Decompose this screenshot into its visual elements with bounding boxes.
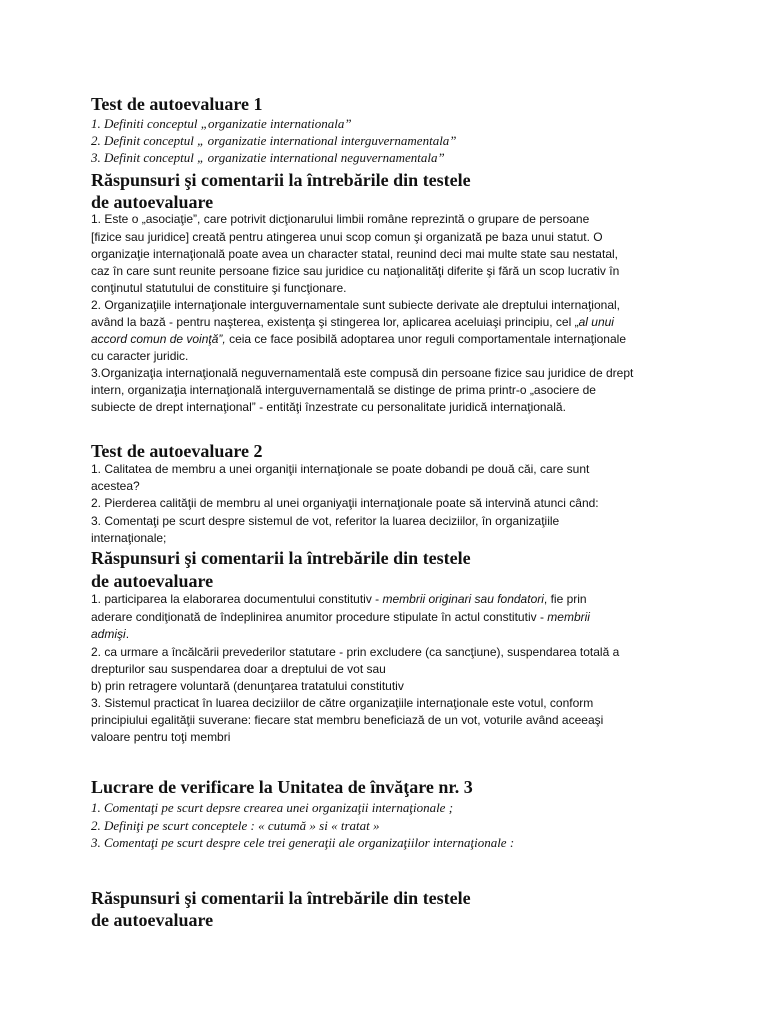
unit3-question-3: 3. Comentaţi pe scurt despre cele trei generaţii ale organizaţiilor internaţionale : (91, 835, 515, 850)
answers1-a2-line2-text: având la bază - pentru naşterea, existenţa şi stingerea lor, aplicarea aceluiaşi principiu, cel „ (91, 315, 579, 329)
answers2-title-line1: Răspunsuri şi comentarii la întrebările din testele (91, 548, 471, 568)
answers1-title-line1: Răspunsuri şi comentarii la întrebările din testele (91, 170, 471, 190)
answers1-a2-line3 (91, 331, 691, 348)
answers2-a1-line3-italic: admişi (91, 627, 126, 641)
answers1-a1-line3: organizaţie internaţională poate avea un character statal, reunind deci mai multe state sau nestatal, (91, 247, 618, 261)
answers1-a2-line4: cu caracter juridic. (91, 349, 189, 363)
answers2-a3-line2: principiului egalităţii suverane: fiecare stat membru beneficiază de un vot, voturile având aceeaşi (91, 713, 604, 727)
answers1-a2-line1: 2. Organizaţiile internaţionale interguvernamentale sunt subiecte derivate ale dreptului internaţional, (91, 298, 620, 312)
answers1-a3-line1: 3.Organizaţia internaţională neguvernamentală este compusă din persoane fizice sau juridice de drept (91, 366, 634, 380)
answers2-a1-line3-tail: . (125, 627, 130, 641)
test2-question-1: 1. Calitatea de membru a unei organiţii internaţionale se poate dobandi pe două căi, care sunt (91, 462, 590, 476)
test2-title: Test de autoevaluare 2 (91, 441, 263, 461)
test2-question-3-cont: internaţionale; (91, 531, 167, 545)
test1-title: Test de autoevaluare 1 (91, 94, 263, 114)
answers2-a2-line1: 2. ca urmare a încălcării prevederilor statutare - prin excludere (ca sancţiune), suspendarea totală a (91, 645, 620, 659)
answers1-a1-line4: caz în care sunt reunite persoane fizice sau juridice cu naţionalităţi diferite şi fără un scop lucrativ în (91, 264, 620, 278)
answers2-a1-line1 (91, 591, 691, 608)
unit3-question-1: 1. Comentaţi pe scurt depsre crearea unei organizaţii internaţionale ; (91, 800, 454, 815)
answers1-a1-line1: 1. Este o „asociaţie”, care potrivit dicţionarului limbii române reprezintă o grupare de persoane (91, 212, 590, 226)
answers2-a1-line2 (91, 609, 691, 626)
answers1-a2-line2-italic: al unui (578, 315, 614, 329)
answers2-a1-line2-italic: membrii (547, 610, 590, 624)
unit3-title: Lucrare de verificare la Unitatea de învăţare nr. 3 (91, 777, 473, 797)
answers2-a3-line3: valoare pentru toţi membri (91, 730, 231, 744)
answers1-a2-line3-italic: accord comun de voinţă”, (91, 332, 226, 346)
answers2-a1-line1-italic: membrii originari sau fondatori (382, 592, 544, 606)
answers2-a1-line2-text: aderare condiţionată de îndeplinirea anumitor procedure stipulate în actul constitutiv - (91, 610, 548, 624)
answers2-a2-line2: drepturilor sau suspendarea doar a dreptului de vot sau (91, 662, 386, 676)
answers2-a2-line3: b) prin retragere voluntară (denunţarea tratatului constitutiv (91, 679, 404, 693)
answers2-title-line2: de autoevaluare (91, 571, 214, 591)
answers1-a2-line2 (91, 314, 691, 331)
answers1-a2-line3-text: ceia ce face posibilă adoptarea unor reguli comportamentale internaţionale (225, 332, 626, 346)
answers1-a3-line3: subiecte de drept internaţional” - entităţi înzestrate cu personalitate juridică internaţională. (91, 400, 566, 414)
answers3-title-line2: de autoevaluare (91, 910, 214, 930)
test2-question-1-cont: acestea? (91, 479, 140, 493)
answers1-a3-line2: intern, organizaţia internaţională interguvernamentală se distinge de prima printr-o „asociere de (91, 383, 596, 397)
unit3-question-2: 2. Definiţi pe scurt conceptele : « cutumă » si « tratat » (91, 818, 380, 833)
test2-question-2: 2. Pierderea calităţii de membru al unei organiyaţii internaţionale poate să intervină atunci când: (91, 496, 599, 510)
answers1-a1-line2: [fizice sau juridice] creată pentru atingerea unui scop comun şi organizată pe baza unui statut. O (91, 230, 603, 244)
answers2-a1-line3 (91, 626, 691, 643)
answers1-a1-line5: conţinutul statutului de constituire şi funcţionare. (91, 281, 347, 295)
answers2-a1-line1-text: 1. participarea la elaborarea documentului constitutiv - (91, 592, 383, 606)
answers2-a3-line1: 3. Sistemul practicat în luarea deciziilor de către organizaţiile internaţionale este votul, conform (91, 696, 594, 710)
test1-question-3: 3. Definit conceptul „ organizatie international neguvernamentala” (91, 150, 445, 165)
answers2-a1-line1-tail: , fie prin (543, 592, 587, 606)
test1-question-1: 1. Definiti conceptul „organizatie internationala” (91, 116, 352, 131)
answers1-title-line2: de autoevaluare (91, 192, 214, 212)
test2-question-3: 3. Comentaţi pe scurt despre sistemul de vot, referitor la luarea deciziilor, în organizaţiile (91, 514, 560, 528)
test1-question-2: 2. Definit conceptul „ organizatie international interguvernamentala” (91, 133, 457, 148)
answers3-title-line1: Răspunsuri şi comentarii la întrebările din testele (91, 888, 471, 908)
